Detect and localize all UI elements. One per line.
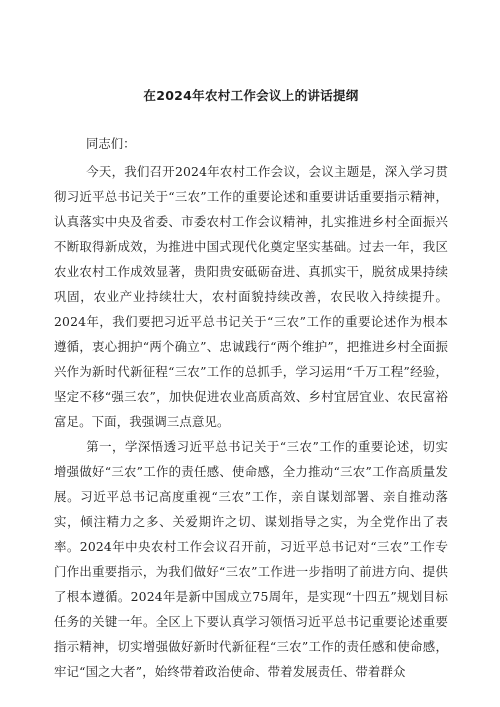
document-title: 在2024年农村工作会议上的讲话提纲 (143, 88, 359, 103)
salutation: 同志们： (86, 136, 136, 151)
paragraph-opening: 今天，我们召开2024年农村工作会议，会议主题是，深入学习贯彻习近平总书记关于“三农”工作的重要论述和重要讲话重要指示精神，认真落实中央及省委、市委农村工作会议精神，扎实推进乡村全面振兴不断取得新成效，为推进中国式现代化奠定坚实基础。过去一年，我区农业农村工作成效显著，贵阳贵安砥砺奋进、真抓实干，脱贫成果持续巩固，农业产业持续壮大，农村面貌持续改善，农民收入持续提升。2024年，我们要把习近平总书记关于“三农”工作的重要论述作为根本遵循，衷心拥护“两个确立”、忠诚践行“两个维护”，把推进乡村全面振兴作为新时代新征程“三农”工作的总抓手，学习运用“千万工程”经验，坚定不移“强三农”，加快促进农业高质高效、乡村宜居宜业、农民富裕富足。下面，我强调三点意见。 (54, 164, 448, 429)
paragraph-point-one: 第一，学深悟透习近平总书记关于“三农”工作的重要论述，切实增强做好“三农”工作的责任感、使命感，全力推动“三农”工作高质量发展。习近平总书记高度重视“三农”工作，亲自谋划部署、亲自推动落实，倾注精力之多、关爱期许之切、谋划指导之实，为全党作出了表率。2024年中央农村工作会议召开前，习近平总书记对“三农”工作专门作出重要指示，为我们做好“三农”工作进一步指明了前进方向、提供了根本遵循。2024年是新中国成立75周年，是实现“十四五”规划目标任务的关键一年。全区上下要认真学习领悟习近平总书记重要论述重要指示精神，切实增强做好新时代新征程“三农”工作的责任感和使命感，牢记“国之大者”，始终带着政治使命、带着发展责任、带着群众 (54, 439, 448, 679)
